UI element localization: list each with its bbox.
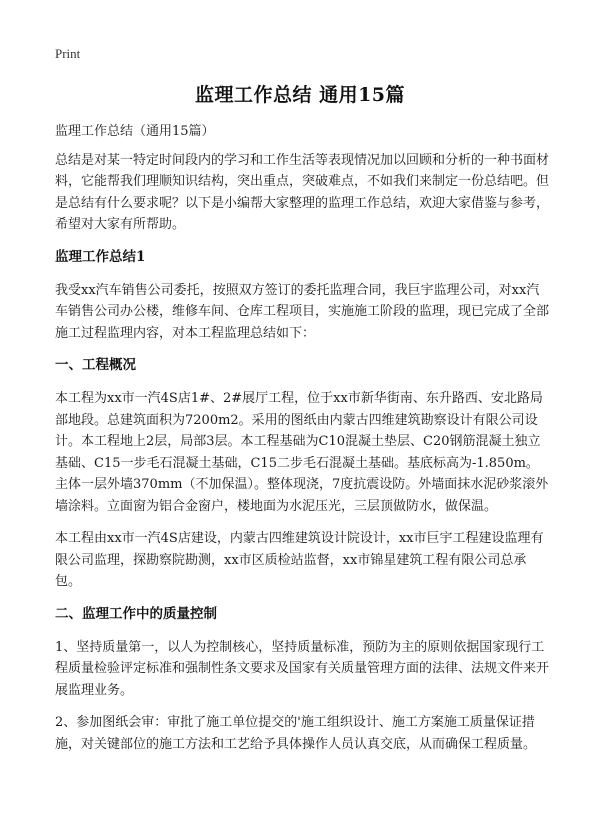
subsection-heading-overview: 一、工程概况 — [55, 357, 136, 373]
section-heading: 监理工作总结1 — [55, 248, 146, 265]
page-title: 监理工作总结 通用15篇 — [194, 84, 406, 106]
quality-paragraph-1: 1、坚持质量第一，以人为控制核心，坚持质量标准，预防为主的原则依据国家现行工程质量检验评定标准和强制性条文要求及国家有关质量管理方面的法律、法规文件来开展监理业务。 — [55, 639, 550, 698]
quality-paragraph-2: 2、参加图纸会审：审批了施工单位提交的'施工组织设计、施工方案施工质量保证措施，对关键部位的施工方法和工艺给予具体操作人员认真交底，从而确保工程质量。 — [55, 715, 537, 752]
section-paragraph: 我受xx汽车销售公司委托，按照双方签订的委托监理合同，我巨宇监理公司，对xx汽车销售公司办公楼，维修车间、仓库工程项目，实施施工阶段的监理，现已完成了全部施工过程监理内容，对本工程监理总结如下： — [55, 282, 550, 341]
print-link[interactable]: Print — [55, 46, 81, 61]
document-body — [55, 121, 550, 766]
intro-paragraph: 总结是对某一特定时间段内的学习和工作生活等表现情况加以回顾和分析的一种书面材料，它能帮我们理顺知识结构，突出重点，突破难点，不如我们来制定一份总结吧。但是总结有什么要求呢？以下是小编帮大家整理的监理工作总结，欢迎大家借鉴与参考，希望对大家有所帮助。 — [55, 152, 550, 232]
parties-paragraph: 本工程由xx市一汽4S店建设，内蒙古四维建筑设计院设计，xx市巨宇工程建设监理有限公司监理，探勘察院勘测，xx市区质检站监督，xx市锦星建筑工程有限公司总承包。 — [55, 531, 544, 589]
subsection-heading-quality: 二、监理工作中的质量控制 — [55, 605, 217, 622]
document-subtitle: 监理工作总结（通用15篇） — [55, 124, 215, 139]
overview-paragraph: 本工程为xx市一汽4S店1#、2#展厅工程，位于xx市新华街南、东升路西、安北路局部地段。总建筑面积为7200m2。采用的图纸由内蒙古四维建筑勘察设计有限公司设计。本工程地上2层，局部3层。本工程基础为C10混凝土垫层、C20钢筋混凝土独立基础、C15一步毛石混凝土基础，C15二步毛石混凝土基础。基底标高为-1.850m。主体一层外墙370mm（不加保温）。整体现浇，7度抗震设防。外墙面抹水泥砂浆滚外墙涂料。立面窗为铝合金窗户，楼地面为水泥压光，三层顶做防水，做保温。 — [55, 391, 549, 514]
